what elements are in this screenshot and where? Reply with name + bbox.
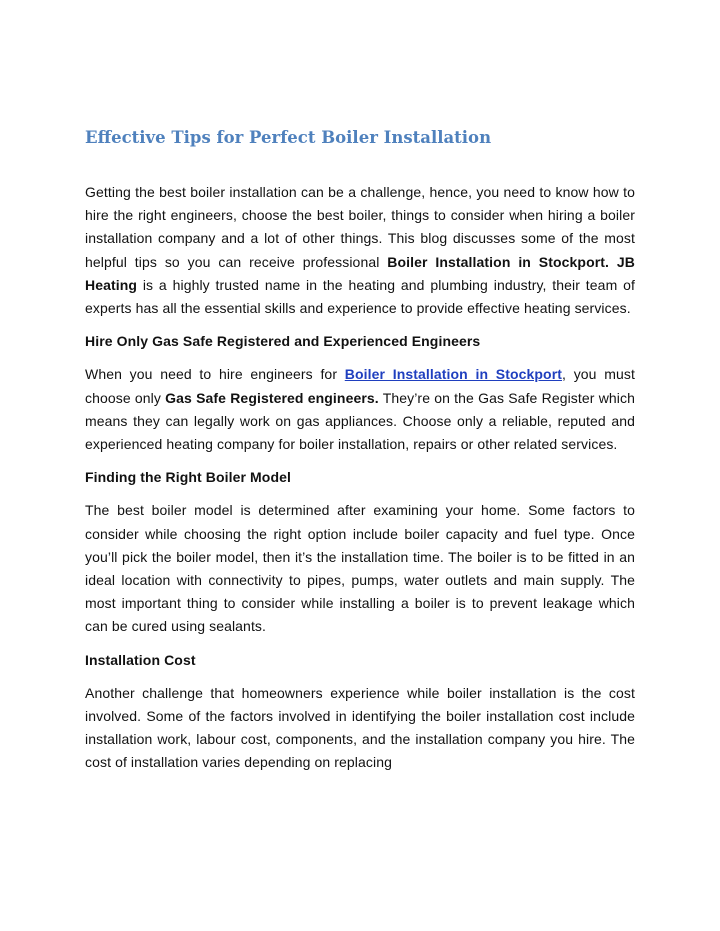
section-heading-engineers: Hire Only Gas Safe Registered and Experienced Engineers <box>85 333 481 350</box>
intro-text-2 <box>609 254 617 270</box>
section-paragraph-installation-cost: Another challenge that homeowners experience while boiler installation is the cost involved. Some of the factors involved in identifying the boiler installation cost include installation work, labour cost, components, and the installation company you hire. The cost of installation varies depending on replacing <box>85 684 635 771</box>
intro-paragraph <box>85 181 635 320</box>
section-heading-boiler-model: Finding the Right Boiler Model <box>85 469 291 486</box>
section-heading-installation-cost: Installation Cost <box>85 651 196 668</box>
section1-text-1: When you need to hire engineers for <box>85 366 345 383</box>
intro-text-1: Getting the best boiler installation can be a challenge, hence, you need to know how to hire the right engineers, choose the best boiler, things to consider when hiring a boiler installation company and a lot of other things. This blog discusses some of the most helpful tips so you can receive professional <box>85 184 635 270</box>
document-body <box>85 181 635 784</box>
boiler-installation-link[interactable]: Boiler Installation in Stockport <box>344 366 563 383</box>
page-title: Effective Tips for Perfect Boiler Installation <box>85 128 492 147</box>
intro-bold-1: Boiler Installation in Stockport. <box>387 253 610 270</box>
section1-text-3: They’re on the Gas Safe Register which means they can legally work on gas appliances. Choose only a reliable, reputed and experienced heating company for boiler installation, repairs or other related services. <box>85 389 635 453</box>
section1-text-2: , you must choose only <box>85 366 635 406</box>
intro-text-3: is a highly trusted name in the heating and plumbing industry, their team of experts has all the essential skills and experience to provide effective heating services. <box>85 276 635 317</box>
section1-bold: Gas Safe Registered engineers. <box>165 389 379 406</box>
section-paragraph-boiler-model: The best boiler model is determined after examining your home. Some factors to consider while choosing the right option include boiler capacity and fuel type. Once you’ll pick the boiler model, then it’s the installation time. The boiler is to be fitted in an ideal location with connectivity to pipes, pumps, water outlets and main supply. The most important thing to consider while installing a boiler is to prevent leakage which can be cured using sealants. <box>85 502 635 635</box>
section-paragraph-engineers <box>85 363 635 456</box>
intro-bold-2: JB Heating <box>85 253 635 293</box>
